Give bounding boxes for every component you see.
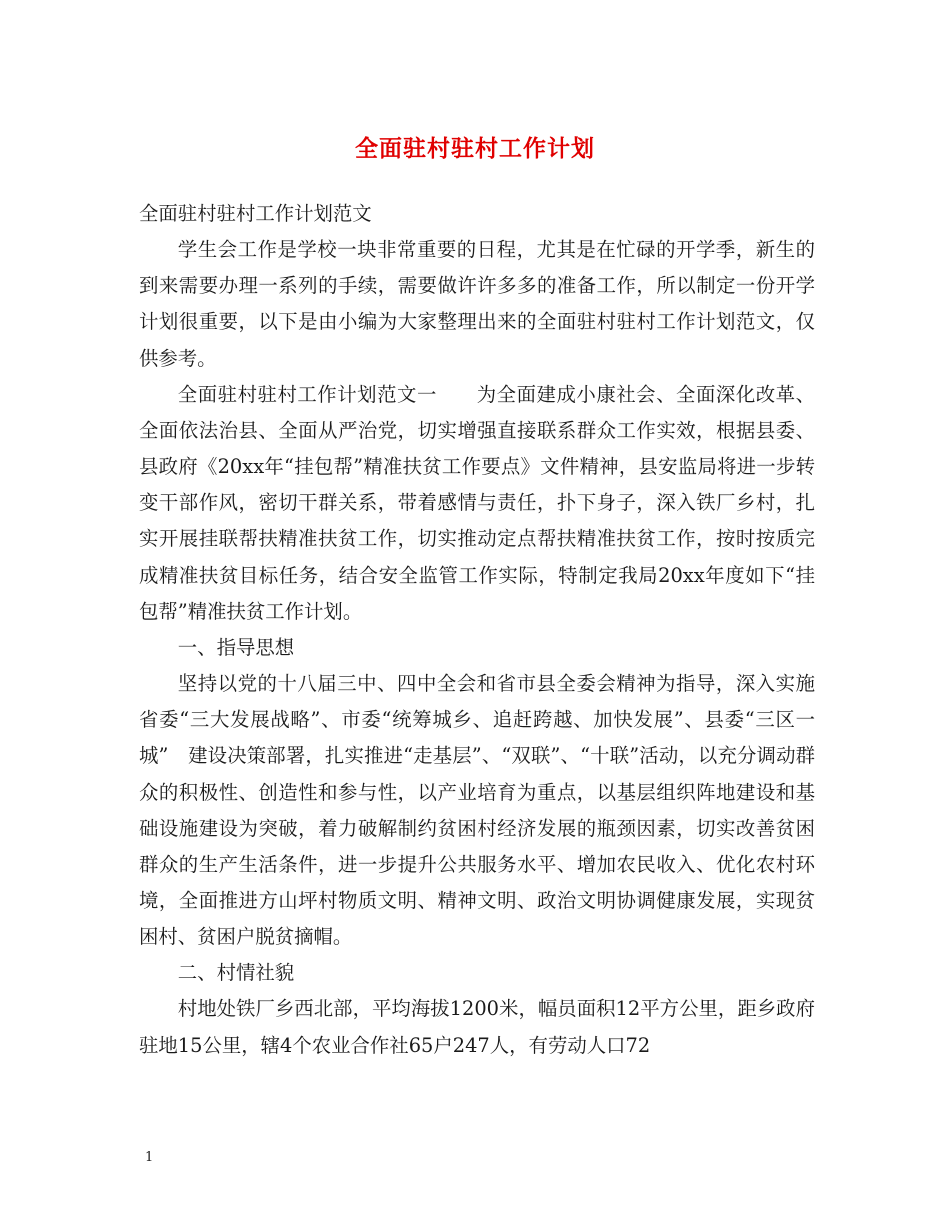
- document-title: 全面驻村驻村工作计划: [355, 135, 595, 162]
- page-number: 1: [145, 1150, 154, 1165]
- paragraph-intro: 学生会工作是学校一块非常重要的日程，尤其是在忙碌的开学季，新生的到来需要办理一系列的手续，需要做许许多多的准备工作，所以制定一份开学计划很重要，以下是由小编为大家整理出来的全面驻村驻村工作计划范文，仅供参考。: [139, 238, 815, 370]
- paragraph-plan-one: 全面驻村驻村工作计划范文一 为全面建成小康社会、全面深化改革、全面依法治县、全面从严治党，切实增强直接联系群众工作实效，根据县委、县政府《20xx年“挂包帮”精准扶贫工作要点》文件精神，县安监局将进一步转变干部作风，密切干群关系，带着感情与责任，扑下身子，深入铁厂乡村，扎实开展挂联帮扶精准扶贫工作，切实推动定点帮扶精准扶贫工作，按时按质完成精准扶贫目标任务，结合安全监管工作实际，特制定我局20xx年度如下“挂包帮”精准扶贫工作计划。: [139, 382, 815, 623]
- paragraph-village-overview: 村地处铁厂乡西北部，平均海拔1200米，幅员面积12平方公里，距乡政府驻地15公里，辖4个农业合作社65户247人，有劳动人口72: [139, 997, 815, 1057]
- paragraph-guiding-ideology: 坚持以党的十八届三中、四中全会和省市县全委会精神为指导，深入实施省委“三大发展战略”、市委“统筹城乡、追赶跨越、加快发展”、县委“三区一城” 建设决策部署，扎实推进“走基层”、“双联”、“十联”活动，以充分调动群众的积极性、创造性和参与性，以产业培育为重点，以基层组织阵地建设和基础设施建设为突破，着力破解制约贫困村经济发展的瓶颈因素，切实改善贫困群众的生产生活条件，进一步提升公共服务水平、增加农民收入、优化农村环境，全面推进方山坪村物质文明、精神文明、政治文明协调健康发展，实现贫困村、贫困户脱贫摘帽。: [139, 672, 815, 949]
- document-subtitle: 全面驻村驻村工作计划范文: [139, 202, 372, 225]
- section-heading-village-overview: 二、村情社貌: [177, 961, 295, 985]
- document-body: [139, 196, 815, 1064]
- section-heading-guiding-ideology: 一、指导思想: [177, 635, 295, 659]
